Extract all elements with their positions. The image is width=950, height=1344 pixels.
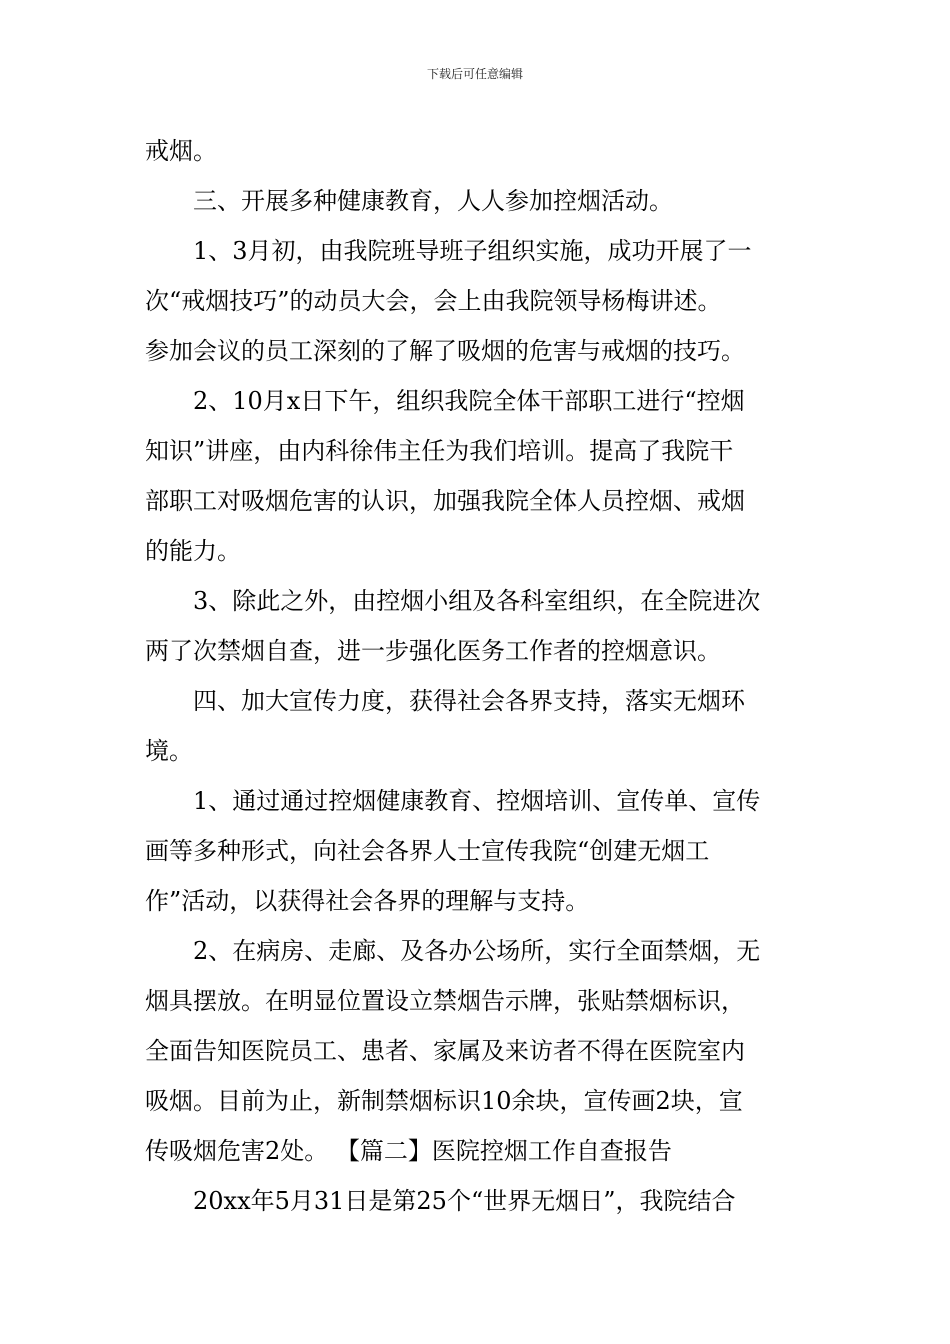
text-line: 1、通过通过控烟健康教育、控烟培训、宣传单、宣传 xyxy=(193,787,761,815)
text-line: 吸烟。目前为止，新制禁烟标识10余块，宣传画2块，宣 xyxy=(145,1087,743,1115)
text-line: 烟具摆放。在明显位置设立禁烟告示牌，张贴禁烟标识， xyxy=(145,987,745,1015)
text-line: 1、3月初，由我院班导班子组织实施，成功开展了一 xyxy=(193,237,752,265)
text-line: 画等多种形式，向社会各界人士宣传我院“创建无烟工 xyxy=(145,837,710,865)
page-header: 下载后可任意编辑 xyxy=(426,67,523,81)
text-line: 2、10月x日下午，组织我院全体干部职工进行“控烟 xyxy=(193,387,745,415)
text-line: 境。 xyxy=(145,737,193,765)
text-line: 2、在病房、走廊、及各办公场所，实行全面禁烟，无 xyxy=(193,937,761,965)
text-line: 参加会议的员工深刻的了解了吸烟的危害与戒烟的技巧。 xyxy=(145,337,745,365)
text-line: 的能力。 xyxy=(145,537,241,565)
section-heading: 三、开展多种健康教育，人人参加控烟活动。 xyxy=(193,187,673,215)
text-line: 次“戒烟技巧”的动员大会，会上由我院领导杨梅讲述。 xyxy=(145,287,722,315)
text-line: 作”活动，以获得社会各界的理解与支持。 xyxy=(145,887,590,915)
text-line: 戒烟。 xyxy=(145,137,217,165)
text-line: 全面告知医院员工、患者、家属及来访者不得在医院室内 xyxy=(145,1037,745,1065)
text-line: 部职工对吸烟危害的认识，加强我院全体人员控烟、戒烟 xyxy=(145,487,745,515)
text-line: 传吸烟危害2处。 【篇二】医院控烟工作自查报告 xyxy=(145,1137,672,1165)
text-line: 两了次禁烟自查，进一步强化医务工作者的控烟意识。 xyxy=(145,637,721,665)
section-heading: 四、加大宣传力度，获得社会各界支持，落实无烟环 xyxy=(193,687,745,715)
document-body xyxy=(145,126,810,1226)
text-line: 20xx年5月31日是第25个“世界无烟日”，我院结合 xyxy=(193,1187,736,1215)
text-line: 知识”讲座，由内科徐伟主任为我们培训。提高了我院干 xyxy=(145,437,734,465)
text-line: 3、除此之外，由控烟小组及各科室组织，在全院进次 xyxy=(193,587,761,615)
